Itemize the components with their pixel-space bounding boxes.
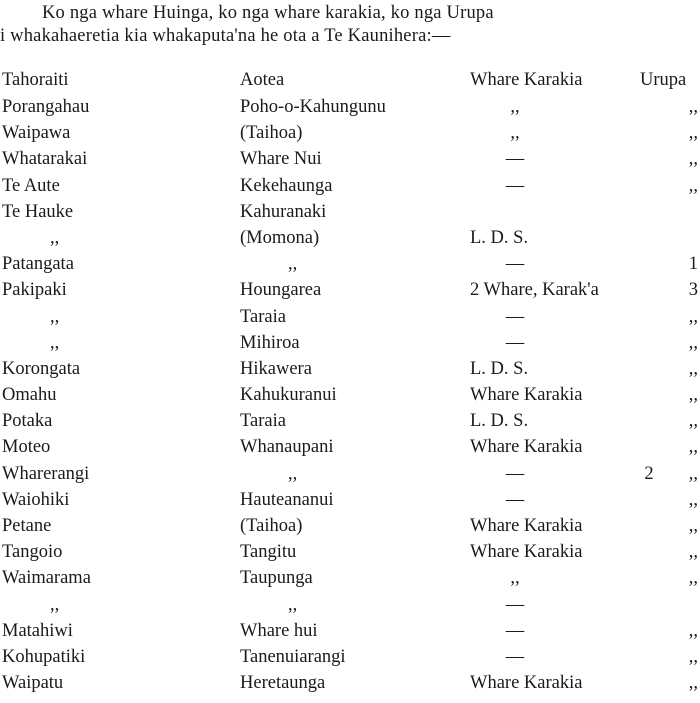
cell-urupa: ,, [688, 97, 698, 117]
cell-tahoraiti: Tangoio [2, 542, 63, 563]
cell-tahoraiti: Omahu [2, 385, 57, 406]
cell-whare-karakia: — [505, 306, 525, 327]
cell-whare-karakia: L. D. S. [470, 227, 529, 248]
cell-tahoraiti: Moteo [2, 437, 51, 458]
header-tahoraiti: Tahoraiti [2, 70, 69, 90]
cell-extra-number: 2 [644, 463, 654, 484]
cell-aotea: Poho-o-Kahungunu [240, 97, 386, 117]
table-row [0, 461, 700, 487]
cell-urupa: ,, [688, 542, 698, 563]
table-row [0, 592, 700, 618]
cell-tahoraiti: ,, [50, 227, 60, 248]
cell-urupa: ,, [688, 489, 698, 510]
cell-urupa: ,, [688, 149, 698, 170]
table-row [0, 565, 700, 591]
table-row [0, 173, 700, 199]
cell-aotea: Taraia [240, 411, 286, 432]
cell-urupa: ,, [688, 411, 698, 432]
table-row [0, 408, 700, 434]
cell-whare-karakia: Whare Karakia [470, 673, 583, 694]
table-row [0, 434, 700, 460]
table-row [0, 513, 700, 539]
intro-line-1: Ko nga whare Huinga, ko nga whare karakia, ko nga Urupa [42, 3, 494, 23]
cell-tahoraiti: ,, [50, 594, 60, 615]
cell-tahoraiti: Patangata [2, 254, 74, 275]
table-row [0, 644, 700, 670]
cell-aotea: Kahuranaki [240, 201, 327, 222]
cell-aotea: ,, [288, 594, 298, 615]
table-row [0, 277, 700, 303]
cell-whare-karakia: — [505, 463, 525, 484]
cell-tahoraiti: Potaka [2, 411, 53, 432]
cell-tahoraiti: Kohupatiki [2, 646, 86, 667]
cell-urupa: ,, [688, 620, 698, 641]
cell-urupa: ,, [688, 306, 698, 327]
cell-tahoraiti: Porangahau [2, 97, 90, 117]
cell-whare-karakia: Whare Karakia [470, 437, 583, 458]
cell-aotea: Kekehaunga [240, 175, 333, 196]
cell-tahoraiti: Waipawa [2, 123, 71, 144]
table-row [0, 539, 700, 565]
cell-urupa: ,, [688, 646, 698, 667]
cell-aotea: Kahukuranui [240, 385, 337, 406]
header-aotea: Aotea [240, 70, 285, 90]
cell-whare-karakia: ,, [510, 568, 520, 589]
cell-whare-karakia: Whare Karakia [470, 516, 583, 536]
table-row [0, 670, 700, 696]
cell-urupa: ,, [688, 358, 698, 379]
cell-whare-karakia: L. D. S. [470, 358, 529, 379]
cell-aotea: Hikawera [240, 358, 312, 379]
cell-aotea: (Momona) [240, 227, 320, 248]
cell-aotea: ,, [288, 463, 298, 484]
cell-whare-karakia: — [505, 175, 525, 196]
intro-paragraph [0, 2, 700, 48]
cell-whare-karakia: L. D. S. [470, 411, 529, 432]
cell-whare-karakia: — [505, 594, 525, 615]
cell-aotea: Whanaupani [240, 437, 334, 458]
cell-aotea: Taupunga [240, 568, 313, 589]
cell-aotea: Taraia [240, 306, 286, 327]
cell-whare-karakia: — [505, 646, 525, 667]
cell-aotea: ,, [288, 254, 298, 275]
cell-whare-karakia: ,, [510, 97, 520, 117]
table-row [0, 330, 700, 356]
cell-aotea: Heretaunga [240, 673, 326, 694]
table-row [0, 94, 700, 120]
cell-whare-karakia: — [505, 332, 525, 353]
cell-tahoraiti: Waimarama [2, 568, 91, 589]
table-row [0, 251, 700, 277]
cell-urupa: ,, [688, 463, 698, 484]
cell-tahoraiti: Pakipaki [2, 280, 67, 301]
cell-urupa: ,, [688, 673, 698, 694]
cell-aotea: Whare Nui [240, 149, 322, 170]
cell-tahoraiti: Waiohiki [2, 489, 70, 510]
cell-urupa: 1 [688, 254, 698, 275]
cell-urupa: ,, [688, 332, 698, 353]
cell-aotea: (Taihoa) [240, 123, 303, 144]
table-row [0, 356, 700, 382]
cell-urupa: ,, [688, 516, 698, 536]
cell-aotea: Hauteananui [240, 489, 334, 510]
cell-whare-karakia: — [505, 149, 525, 170]
cell-tahoraiti: Te Aute [2, 175, 60, 196]
table-row [0, 199, 700, 225]
cell-tahoraiti: ,, [50, 306, 60, 327]
cell-urupa: 3 [688, 280, 698, 301]
table-row [0, 304, 700, 330]
table-row [0, 487, 700, 513]
cell-tahoraiti: Te Hauke [2, 201, 74, 222]
cell-whare-karakia: ,, [510, 123, 520, 144]
table-row [0, 225, 700, 251]
cell-tahoraiti: Petane [2, 516, 52, 536]
table-header-row [0, 67, 700, 94]
cell-aotea: Tangitu [240, 542, 297, 563]
table-row [0, 146, 700, 172]
cell-whare-karakia: — [505, 489, 525, 510]
header-whare-karakia: Whare Karakia [470, 70, 583, 90]
cell-aotea: Whare hui [240, 620, 318, 641]
cell-urupa: ,, [688, 385, 698, 406]
header-urupa: Urupa [640, 70, 687, 90]
cell-whare-karakia: — [505, 620, 525, 641]
cell-whare-karakia: Whare Karakia [470, 385, 583, 406]
cell-aotea: Tanenuiarangi [240, 646, 346, 667]
cell-urupa: ,, [688, 568, 698, 589]
listing-table [0, 67, 700, 696]
cell-tahoraiti: Wharerangi [2, 463, 90, 484]
table-row [0, 618, 700, 644]
cell-whare-karakia: 2 Whare, Karak'a [470, 280, 599, 301]
cell-tahoraiti: ,, [50, 332, 60, 353]
cell-urupa: ,, [688, 437, 698, 458]
cell-tahoraiti: Korongata [2, 358, 81, 379]
cell-urupa: ,, [688, 123, 698, 144]
cell-aotea: Mihiroa [240, 332, 300, 353]
cell-aotea: Houngarea [240, 280, 322, 301]
cell-aotea: (Taihoa) [240, 516, 303, 536]
table-row [0, 120, 700, 146]
cell-tahoraiti: Matahiwi [2, 620, 73, 641]
cell-whare-karakia: Whare Karakia [470, 542, 583, 563]
cell-whare-karakia: — [505, 254, 525, 275]
cell-tahoraiti: Whatarakai [2, 149, 88, 170]
table-row [0, 382, 700, 408]
table-body [0, 94, 700, 696]
intro-line-2: i whakahaeretia kia whakaputa'na he ota a Te Kaunihera:— [0, 26, 451, 46]
cell-urupa: ,, [688, 175, 698, 196]
cell-tahoraiti: Waipatu [2, 673, 64, 694]
